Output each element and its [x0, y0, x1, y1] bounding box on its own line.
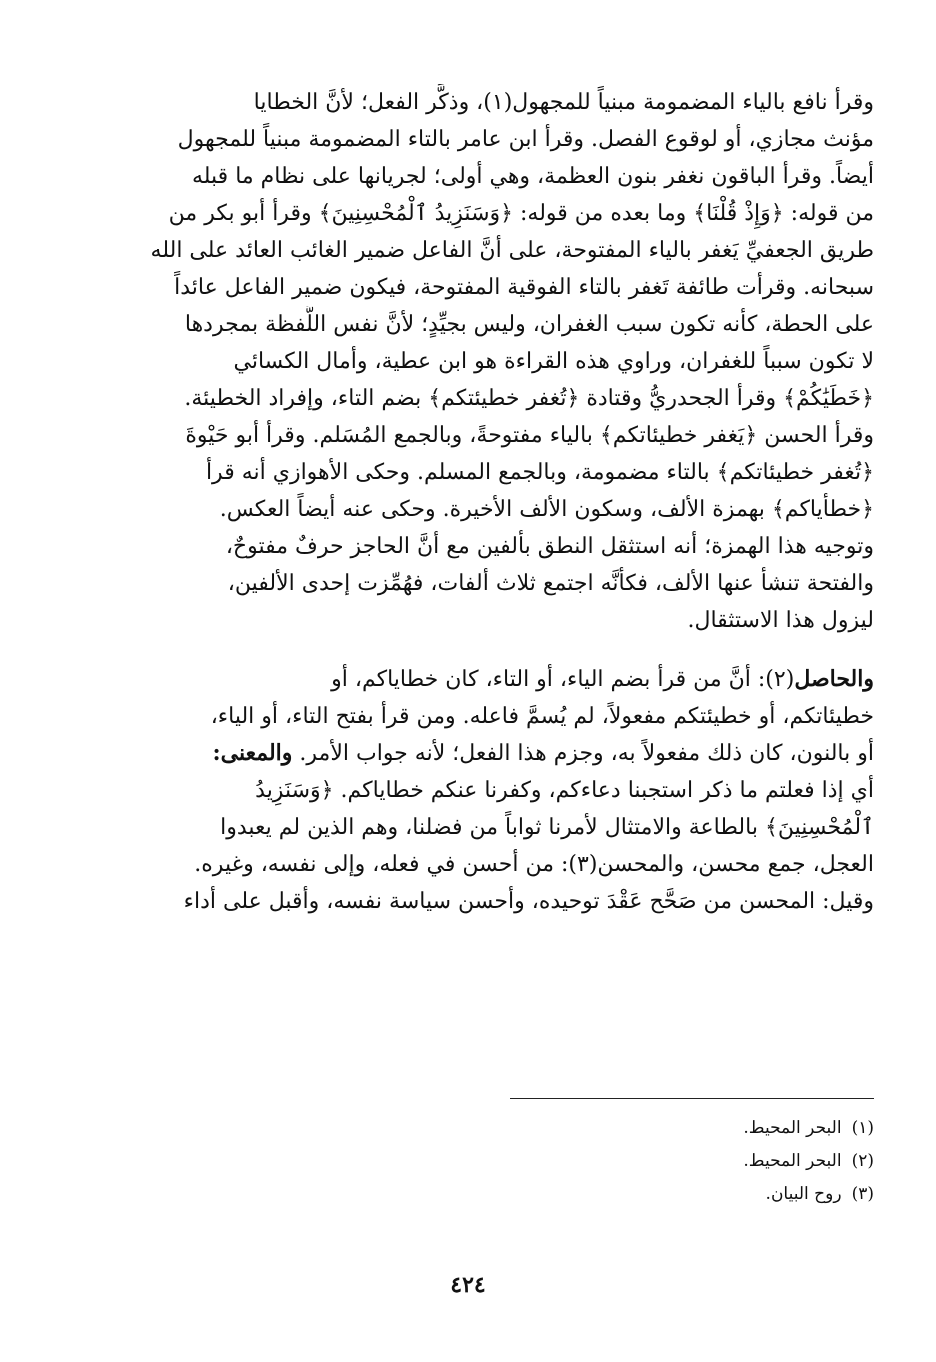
text-line: من قوله: ﴿وَإِذْ قُلْنَا﴾ وما بعده من قوله: ﴿وَسَنَزِيدُ ٱلْمُحْسِنِينَ﴾ وقرأ أبو بكر من [168, 201, 874, 226]
text-line: لا تكون سبباً للغفران، وراوي هذه القراءة هو ابن عطية، وأمال الكسائي [233, 349, 874, 374]
text-line: والفتحة تنشأ عنها الألف، فكأنَّه اجتمع ثلاث ألفات، فهُمِّزت إحدى الألفين، [227, 571, 874, 596]
text-line: مؤنث مجازي، أو لوقوع الفصل. وقرأ ابن عامر بالتاء المضمومة مبنياً للمجهول [177, 127, 874, 152]
paragraph-1 [62, 84, 874, 639]
text-line: ﴿خطأياكم﴾ بهمزة الألف، وسكون الألف الأخيرة. وحكى عنه أيضاً العكس. [219, 497, 874, 522]
text-line: العجل، جمع محسن، والمحسن(٣): من أحسن في فعله، وإلى نفسه، وغيره. [194, 852, 874, 877]
main-text [62, 84, 874, 920]
paragraph-gap [62, 639, 874, 661]
footnotes [510, 1112, 874, 1211]
lead-rest: (٢): أنَّ من قرأ بضم الياء، أو التاء، كان خطاياكم، أو [331, 667, 795, 692]
text-line: خطيئاتكم، أو خطيئتكم مفعولاً، لم يُسمَّ فاعله. ومن قرأ بفتح التاء، أو الياء، [210, 704, 874, 729]
footnote-text: البحر المحيط. [743, 1151, 842, 1171]
text-line: وقرأ الحسن ﴿يَغفر خطيئاتكم﴾ بالياء مفتوحةً، وبالجمع المُسَلم. وقرأ أبو حَيْوةَ [185, 423, 874, 448]
footnote-item [510, 1178, 874, 1211]
footnote-separator [510, 1098, 874, 1099]
footnote-item [510, 1112, 874, 1145]
bold-meaning-term: والمعنى: [212, 740, 293, 766]
text-line: وتوجيه هذا الهمزة؛ أنه استثقل النطق بألفين مع أنَّ الحاجز حرفٌ مفتوحٌ، [225, 534, 874, 559]
text-line [62, 735, 874, 772]
line-text: أو بالنون، كان ذلك مفعولاً به، وجزم هذا الفعل؛ لأنه جواب الأمر. [299, 741, 874, 766]
footnote-text: روح البيان. [765, 1184, 842, 1204]
paragraph-2 [62, 661, 874, 920]
text-line: ٱلْمُحْسِنِينَ﴾ بالطاعة والامتثال لأمرنا ثواباً من فضلنا، وهم الذين لم يعبدوا [220, 815, 874, 840]
bold-lead-term: والحاصل [794, 666, 874, 692]
text-line: ﴿تُغفر خطيئاتكم﴾ بالتاء مضمومة، وبالجمع المسلم. وحكى الأهوازي أنه قرأ [205, 460, 874, 485]
text-line: طريق الجعفيِّ يَغفر بالياء المفتوحة، على أنَّ الفاعل ضمير الغائب العائد على الله [150, 238, 874, 263]
text-line: على الحطة، كأنه تكون سبب الغفران، وليس بجيِّدٍ؛ لأنَّ نفس اللَّفظة بمجردها [184, 312, 874, 337]
text-line: ليزول هذا الاستثقال. [687, 608, 874, 633]
text-line: وقرأ نافع بالياء المضمومة مبنياً للمجهول(١)، وذكَّر الفعل؛ لأنَّ الخطايا [253, 90, 874, 115]
text-line: وقيل: المحسن من صَحَّح عَقْدَ توحيده، وأحسن سياسة نفسه، وأقبل على أداء [183, 889, 874, 914]
footnote-number: (١) [851, 1118, 874, 1138]
footnote-number: (٣) [851, 1184, 874, 1204]
text-line: ﴿خَطَيَٰكُمْ﴾ وقرأ الجحدريُّ وقتادة ﴿تُغفر خطيئتكم﴾ بضم التاء، وإفراد الخطيئة. [184, 386, 874, 411]
text-line: أي إذا فعلتم ما ذكر استجبنا دعاءكم، وكفرنا عنكم خطاياكم. ﴿وَسَنَزِيدُ [255, 778, 874, 803]
page-number: ٤٢٤ [450, 1272, 486, 1298]
text-line [62, 661, 874, 698]
text-line: سبحانه. وقرأت طائفة تَغفر بالتاء الفوقية المفتوحة، فيكون ضمير الفاعل عائداً [174, 275, 874, 300]
footnote-item [510, 1145, 874, 1178]
footnote-number: (٢) [851, 1151, 874, 1171]
footnote-text: البحر المحيط. [743, 1118, 842, 1138]
text-line: أيضاً. وقرأ الباقون نغفر بنون العظمة، وهي أولى؛ لجريانها على نظام ما قبله [191, 164, 874, 189]
